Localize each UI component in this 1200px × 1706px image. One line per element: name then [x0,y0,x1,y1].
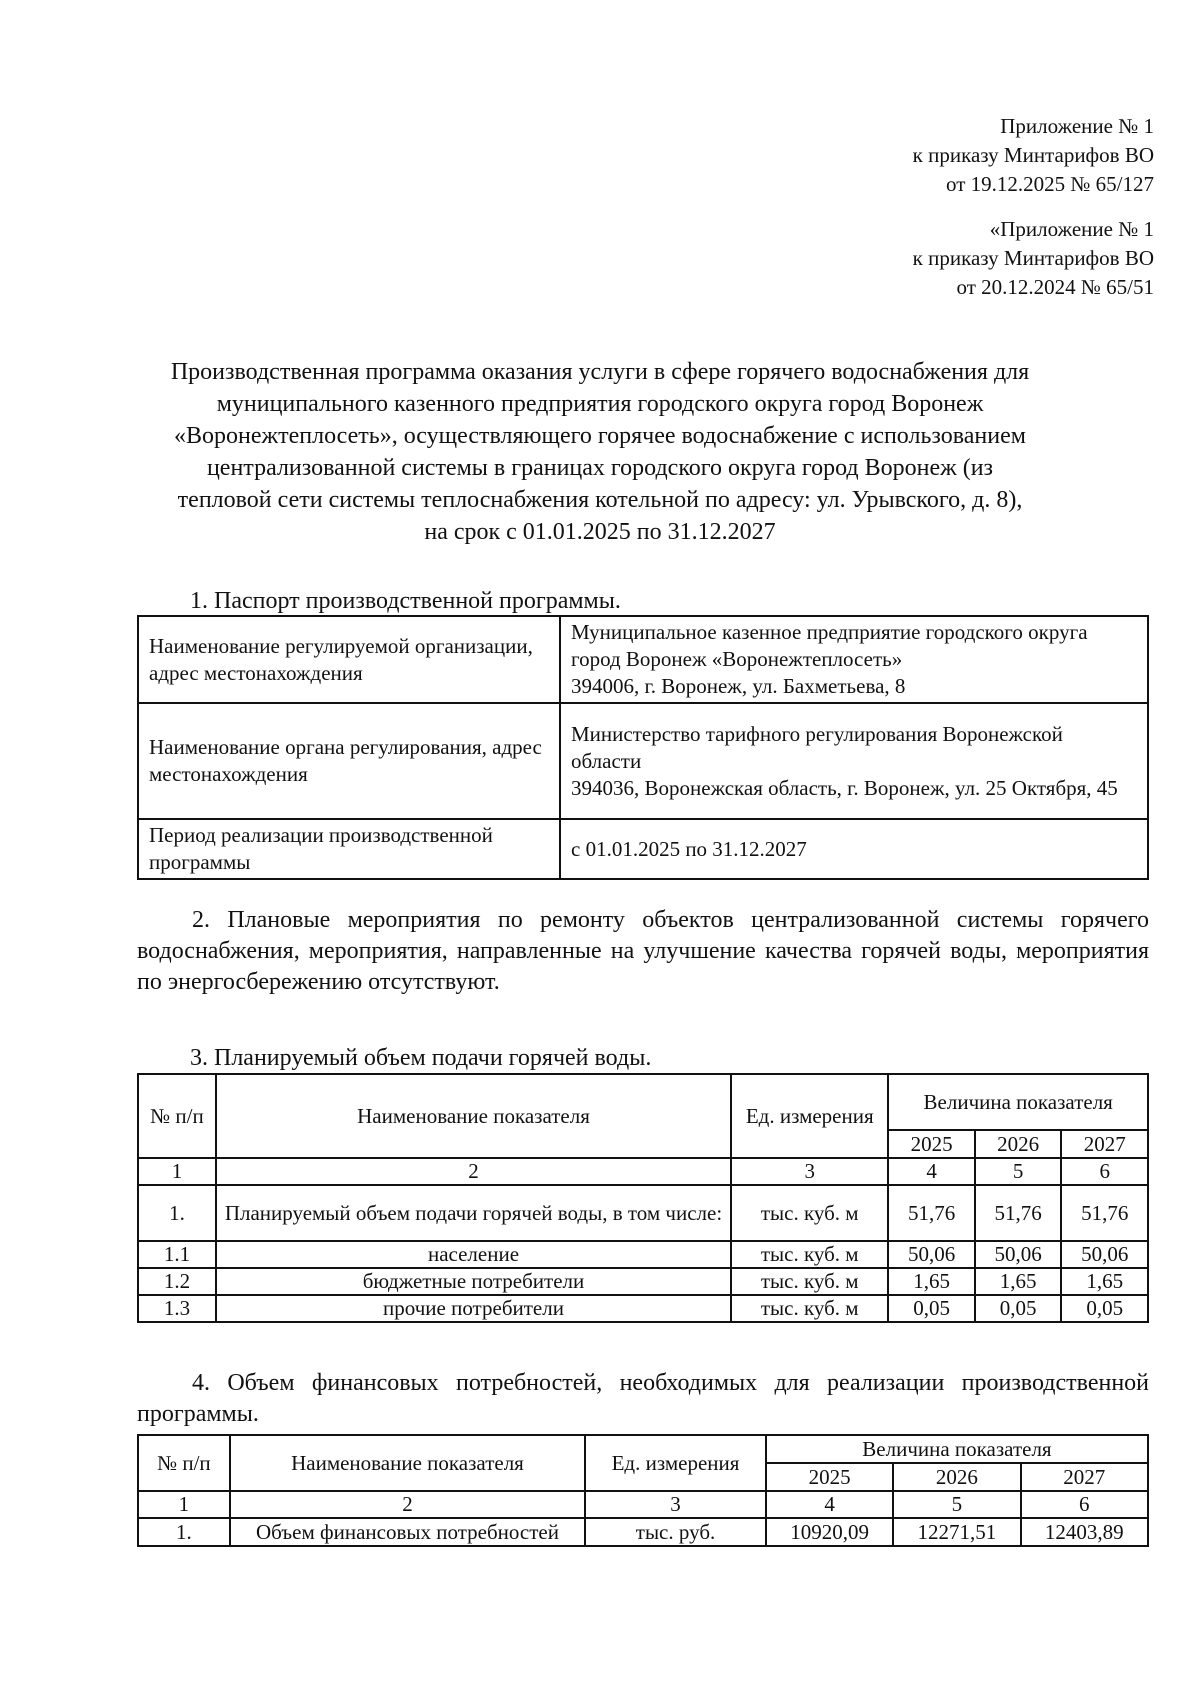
row-num: 1.3 [138,1295,216,1322]
hot-water-volume-table [137,1073,1149,1323]
value-line: с 01.01.2025 по 31.12.2027 [571,836,807,861]
row-value: 0,05 [975,1295,1062,1322]
col-number: 6 [1021,1491,1148,1518]
row-value: 1,65 [888,1268,975,1295]
document-title [130,356,1070,548]
header-unit: Ед. измерения [731,1074,888,1158]
row-value: 12403,89 [1021,1518,1148,1546]
row-value: 10920,09 [766,1518,893,1546]
row-name: прочие потребители [216,1295,731,1322]
col-number: 2 [216,1158,731,1185]
row-num: 1. [138,1518,230,1546]
passport-value [560,703,1148,819]
section2-text: 2. Плановые мероприятия по ремонту объектов централизованной системы горячего водоснабжения, мероприятия, направленные на улучшение качества горячей воды, мероприятия по энергосбережению отсутствуют. [137,907,1149,995]
table-header-row [138,1435,1148,1463]
appendix-reference-new [734,112,1154,199]
header-year: 2027 [1021,1463,1148,1491]
row-unit: тыс. куб. м [731,1295,888,1322]
section4-text: 4. Объем финансовых потребностей, необходимых для реализации производственной программы. [137,1370,1149,1427]
appendix-reference-old [734,215,1154,302]
row-name: бюджетные потребители [216,1268,731,1295]
col-number: 1 [138,1158,216,1185]
title-line: тепловой сети системы теплоснабжения котельной по адресу: ул. Урывского, д. 8), [177,487,1023,513]
section1-heading: 1. Паспорт производственной программы. [190,588,621,614]
value-line: Министерство тарифного регулирования Воронежской области [571,721,1063,773]
row-value: 50,06 [975,1241,1062,1268]
appendix-line: Приложение № 1 [1000,114,1154,138]
header-unit: Ед. измерения [585,1435,766,1491]
header-year: 2025 [888,1130,975,1158]
title-line: централизованной системы в границах городского округа город Воронеж (из [206,455,994,481]
order-line: к приказу Минтарифов ВО [912,246,1154,270]
title-line: «Воронежтеплосеть», осуществляющего горячее водоснабжение с использованием [174,423,1026,449]
header-year: 2027 [1061,1130,1148,1158]
table-row [138,1268,1148,1295]
row-value: 50,06 [1061,1241,1148,1268]
table-row [138,1295,1148,1322]
passport-label: Период реализации производственной программы [138,819,560,879]
passport-label: Наименование органа регулирования, адрес местонахождения [138,703,560,819]
table-row [138,703,1148,819]
order-date-line: от 19.12.2025 № 65/127 [945,172,1154,196]
row-value: 51,76 [888,1185,975,1241]
row-value: 51,76 [1061,1185,1148,1241]
header-value: Величина показателя [888,1074,1148,1130]
row-num: 1. [138,1185,216,1241]
column-number-row [138,1158,1148,1185]
row-name: население [216,1241,731,1268]
header-year: 2026 [893,1463,1020,1491]
passport-table [137,615,1149,880]
title-line: на срок с 01.01.2025 по 31.12.2027 [424,519,776,545]
table-row [138,819,1148,879]
col-number: 2 [230,1491,585,1518]
row-value: 1,65 [975,1268,1062,1295]
col-number: 3 [585,1491,766,1518]
row-unit: тыс. куб. м [731,1241,888,1268]
row-value: 51,76 [975,1185,1062,1241]
title-line: Производственная программа оказания услуги в сфере горячего водоснабжения для [170,359,1030,385]
row-value: 12271,51 [893,1518,1020,1546]
header-name: Наименование показателя [230,1435,585,1491]
row-value: 1,65 [1061,1268,1148,1295]
row-name: Объем финансовых потребностей [230,1518,585,1546]
value-line: 394006, г. Воронеж, ул. Бахметьева, 8 [571,674,906,698]
passport-label: Наименование регулируемой организации, адрес местонахождения [138,616,560,703]
col-number: 3 [731,1158,888,1185]
value-line: Муниципальное казенное предприятие городского округа город Воронеж «Воронежтеплосеть» [571,620,1088,671]
row-unit: тыс. руб. [585,1518,766,1546]
row-unit: тыс. куб. м [731,1185,888,1241]
header-year: 2025 [766,1463,893,1491]
col-number: 5 [893,1491,1020,1518]
order-date-line: от 20.12.2024 № 65/51 [956,275,1154,299]
appendix-line: «Приложение № 1 [989,217,1154,241]
col-number: 5 [975,1158,1062,1185]
table-row [138,616,1148,703]
table-row [138,1241,1148,1268]
passport-value [560,819,1148,879]
col-number: 4 [766,1491,893,1518]
row-num: 1.2 [138,1268,216,1295]
order-line: к приказу Минтарифов ВО [912,143,1154,167]
table-row [138,1185,1148,1241]
section3-heading: 3. Планируемый объем подачи горячей воды. [190,1045,652,1071]
header-value: Величина показателя [766,1435,1148,1463]
col-number: 1 [138,1491,230,1518]
financial-needs-table [137,1434,1149,1547]
table-row [138,1518,1148,1546]
row-value: 0,05 [888,1295,975,1322]
row-value: 50,06 [888,1241,975,1268]
row-value: 0,05 [1061,1295,1148,1322]
table-header-row [138,1074,1148,1130]
col-number: 6 [1061,1158,1148,1185]
value-line: 394036, Воронежская область, г. Воронеж, ул. 25 Октября, 45 [571,775,1118,800]
column-number-row [138,1491,1148,1518]
header-num: № п/п [138,1074,216,1158]
header-name: Наименование показателя [216,1074,731,1158]
passport-value [560,616,1148,703]
header-year: 2026 [975,1130,1062,1158]
row-name: Планируемый объем подачи горячей воды, в том числе: [216,1185,731,1241]
header-num: № п/п [138,1435,230,1491]
row-unit: тыс. куб. м [731,1268,888,1295]
row-num: 1.1 [138,1241,216,1268]
col-number: 4 [888,1158,975,1185]
title-line: муниципального казенного предприятия городского округа город Воронеж [216,391,984,417]
